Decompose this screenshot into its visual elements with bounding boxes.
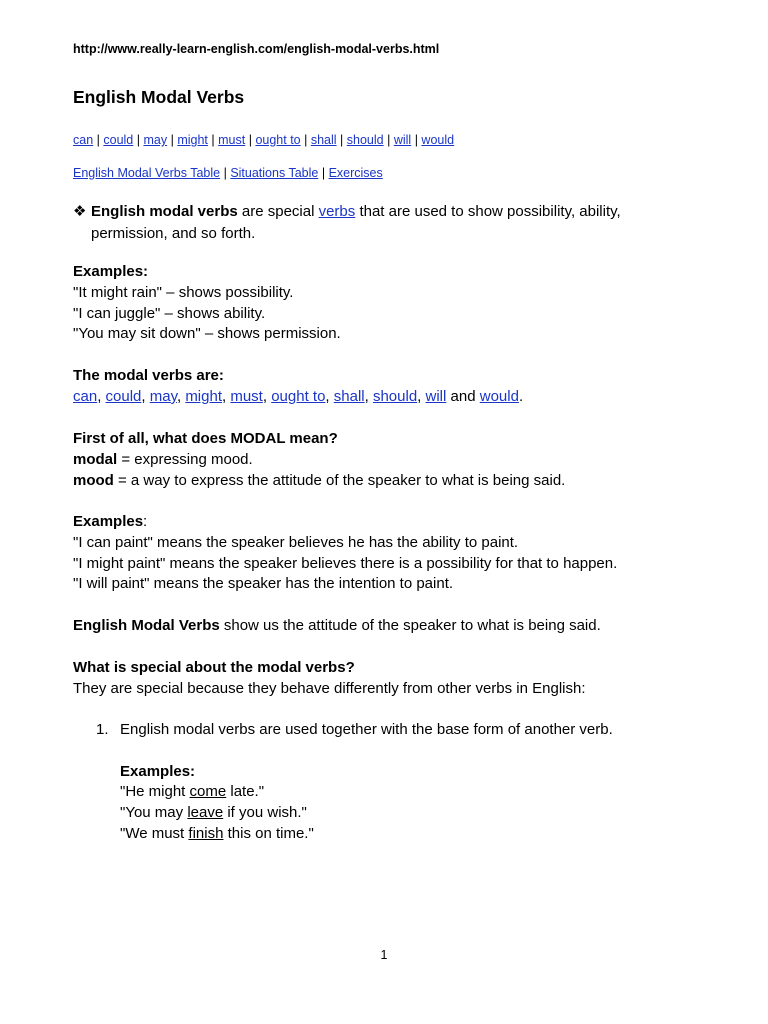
example-pre: "We must [120,824,189,842]
example-verb: come [189,783,227,801]
special-answer: They are special because they behave differently from other verbs in English: [73,679,586,697]
list-item-text: English modal verbs are used together with the base form of another verb. [120,721,613,738]
nav-link-would[interactable]: would [421,133,455,147]
nav-separator: | [223,166,227,180]
nav-link-will[interactable]: will [393,133,412,147]
special-section [73,658,713,700]
examples-heading-2 [73,512,713,533]
page-title: English Modal Verbs [73,87,245,107]
modal-link-ought-to[interactable]: ought to [271,387,326,405]
example-line: "You may sit down" – shows permission. [73,325,341,343]
modal-link-might[interactable]: might [185,387,222,405]
attitude-rest: show us the attitude of the speaker to what is being said. [219,617,601,634]
modal-link-could[interactable]: could [105,387,142,405]
list-item [96,720,716,741]
nav-link-can[interactable]: can [73,133,94,147]
table-nav-links [73,166,383,180]
modal-def: = expressing mood. [117,450,253,468]
examples-section-2 [73,512,713,595]
example-post: this on time." [223,824,314,842]
modal-link-will[interactable]: will [425,387,447,405]
examples-section-1 [73,262,713,345]
nav-link-could[interactable]: could [103,133,134,147]
nav-link-modal-verbs-table[interactable]: English Modal Verbs Table [73,166,221,180]
list-examples [96,762,716,845]
list-number: 1. [96,721,109,738]
modal-link-can[interactable]: can [73,387,98,405]
verbs-link[interactable]: verbs [318,203,356,220]
nav-separator: | [136,133,140,147]
intro-text-2: that are used to show possibility, ability, [355,203,621,220]
modal-verbs-links: can, could, may, might, must, ought to, shall, should, will and would. [73,387,524,405]
modal-nav-links [73,133,454,147]
modal-link-may[interactable]: may [149,387,177,405]
modal-definition [73,450,713,471]
intro-bullet [73,201,713,245]
nav-link-must[interactable]: must [218,133,246,147]
example-verb: leave [187,804,224,822]
and-word: and [446,387,480,405]
nav-separator: | [304,133,308,147]
nav-link-shall[interactable]: shall [310,133,337,147]
numbered-list [96,720,716,845]
special-question: What is special about the modal verbs? [73,659,355,676]
intro-bold: English modal verbs [91,203,238,220]
modal-term: modal [73,450,118,468]
nav-separator: | [96,133,100,147]
example-verb: finish [188,824,224,842]
example-line: "I can paint" means the speaker believes he has the ability to paint. [73,533,519,551]
examples-heading: Examples: [73,263,149,280]
modal-link-would[interactable]: would [479,387,519,405]
nav-link-situations-table[interactable]: Situations Table [230,166,319,180]
modal-meaning-section [73,429,713,491]
modal-link-should[interactable]: should [372,387,418,405]
modal-meaning-question: First of all, what does MODAL mean? [73,430,338,447]
example-line [120,824,716,845]
attitude-statement [73,616,713,637]
modal-verbs-list-section [73,366,713,408]
nav-link-should[interactable]: should [346,133,384,147]
example-line: "I can juggle" – shows ability. [73,304,266,322]
nav-link-may[interactable]: may [143,133,168,147]
example-post: if you wish." [223,804,307,822]
attitude-bold: English Modal Verbs [73,617,220,634]
mood-def: = a way to express the attitude of the speaker to what is being said. [113,471,566,489]
example-line: "I will paint" means the speaker has the intention to paint. [73,575,454,593]
page-url: http://www.really-learn-english.com/english-modal-verbs.html [73,42,440,56]
nav-separator: | [248,133,252,147]
example-pre: "He might [120,783,190,801]
mood-term: mood [73,471,114,489]
nav-link-might[interactable]: might [177,133,208,147]
example-line: "It might rain" – shows possibility. [73,283,294,301]
modal-verbs-heading: The modal verbs are: [73,367,224,384]
nav-separator: | [340,133,344,147]
nav-link-exercises[interactable]: Exercises [328,166,383,180]
intro-line-2: permission, and so forth. [91,225,256,242]
nav-separator: | [387,133,391,147]
modal-link-shall[interactable]: shall [333,387,365,405]
mood-definition [73,471,713,492]
nav-separator: | [170,133,174,147]
page-number: 1 [380,948,388,962]
nav-separator: | [321,166,326,180]
period: . [518,387,524,405]
example-line [120,803,716,824]
example-pre: "You may [120,804,188,822]
nav-link-ought-to[interactable]: ought to [255,133,301,147]
example-post: late." [226,783,265,801]
intro-text: are special [237,203,319,220]
diamond-bullet-icon: ❖ [73,203,87,220]
nav-separator: | [414,133,418,147]
examples2-colon: : [143,513,148,530]
example-line [120,782,716,803]
example-line: "I might paint" means the speaker believes there is a possibility for that to happen. [73,554,618,572]
examples2-heading: Examples [73,513,144,530]
modal-link-must[interactable]: must [230,387,263,405]
list-examples-heading: Examples: [120,762,196,780]
nav-separator: | [211,133,215,147]
